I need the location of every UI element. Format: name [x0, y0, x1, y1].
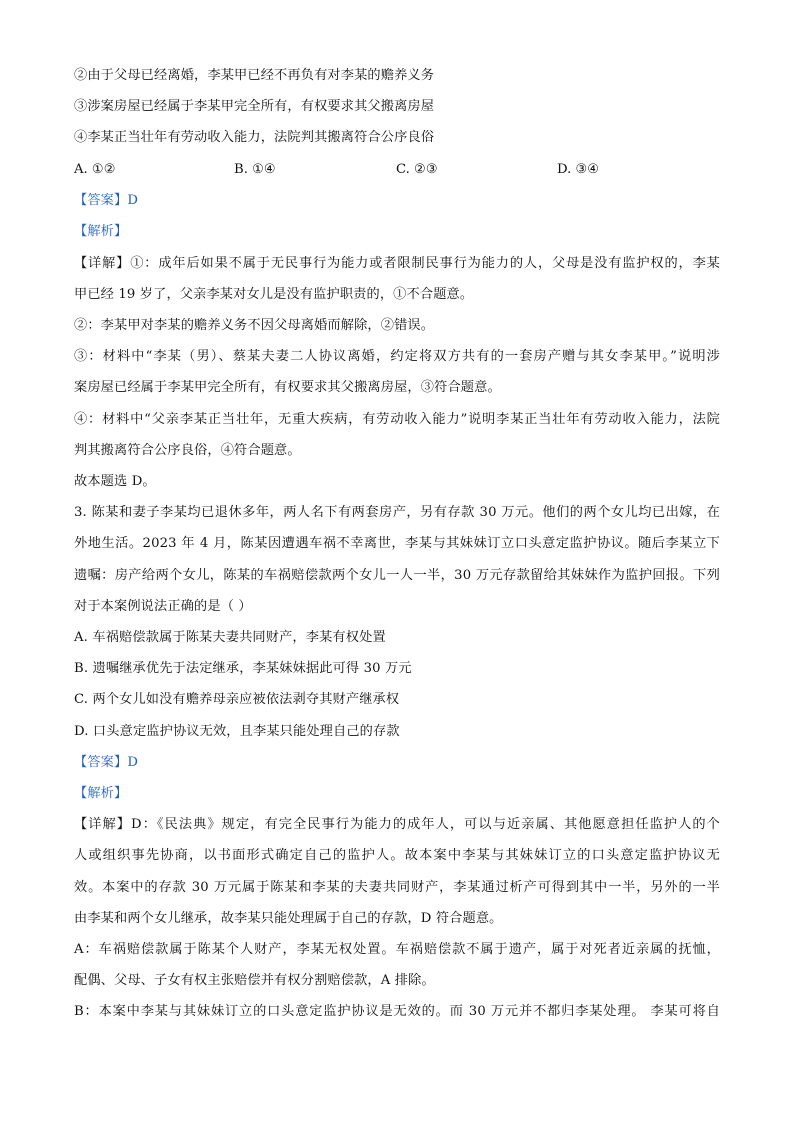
q2-conclusion: 故本题选 D。	[74, 474, 156, 489]
q3-option-b: B. 遗嘱继承优先于法定继承，李某妹妹据此可得 30 万元	[74, 661, 412, 676]
q3-stem-line: 3. 陈某和妻子李某均已退休多年，两人名下有两套房产，另有存款 30 万元。他们的两个女儿均已出嫁，在	[74, 505, 720, 520]
q2-choice-b: B. ①④	[234, 162, 276, 177]
q2-answer: 【答案】D	[74, 193, 139, 208]
q2-statement-4: ④李某正当壮年有劳动收入能力，法院判其搬离符合公序良俗	[74, 130, 435, 145]
q3-option-a: A. 车祸赔偿款属于陈某夫妻共同财产，李某有权处置	[74, 630, 386, 645]
q2-detail-line: 甲已经 19 岁了，父亲李某对女儿是没有监护职责的，①不合题意。	[74, 287, 474, 302]
q2-statement-2: ②由于父母已经离婚，李某甲已经不再负有对李某的赡养义务	[74, 68, 435, 83]
q2-detail-line: ④：材料中“父亲李某正当壮年，无重大疾病，有劳动收入能力”说明李某正当壮年有劳动收入能力，法院	[74, 412, 720, 427]
q2-detail-line: 【详解】①：成年后如果不属于无民事行为能力或者限制民事行为能力的人，父母是没有监护权的，李某	[74, 256, 720, 271]
q2-detail-line: 判其搬离符合公序良俗，④符合题意。	[74, 443, 301, 458]
q3-detail-line: 【详解】D：《民法典》规定，有完全民事行为能力的成年人，可以与近亲属、其他愿意担任监护人的个	[74, 817, 720, 832]
q2-detail-line: ②：李某甲对李某的赡养义务不因父母离婚而解除，②错误。	[74, 318, 435, 333]
q3-detail-line: A：车祸赔偿款属于陈某个人财产，李某无权处置。车祸赔偿款不属于遗产，属于对死者近亲属的抚恤，	[74, 942, 720, 957]
q3-analysis-label: 【解析】	[74, 786, 128, 801]
q3-stem-line: 对于本案例说法正确的是（ ）	[74, 599, 252, 614]
q2-detail-line: ③：材料中“李某（男）、蔡某夫妻二人协议离婚，约定将双方共有的一套房产赠与其女李某甲。”说明涉	[74, 349, 720, 364]
q3-option-d: D. 口头意定监护协议无效，且李某只能处理自己的存款	[74, 724, 400, 739]
q3-stem-line: 遗嘱：房产给两个女儿，陈某的车祸赔偿款两个女儿一人一半，30 万元存款留给其妹妹作为监护回报。下列	[74, 568, 720, 583]
q2-detail-line: 案房屋已经属于李某甲完全所有，有权要求其父搬离房屋，③符合题意。	[74, 380, 501, 395]
q2-analysis-label: 【解析】	[74, 224, 128, 239]
q3-detail-line: 由李某和两个女儿继承，故李某只能处理属于自己的存款，D 符合题意。	[74, 911, 503, 926]
q2-choice-a: A. ①②	[74, 162, 116, 177]
q2-statement-3: ③涉案房屋已经属于李某甲完全所有，有权要求其父搬离房屋	[74, 99, 435, 114]
q3-stem-line: 外地生活。2023 年 4 月，陈某因遭遇车祸不幸离世，李某与其妹妹订立口头意定监护协议。随后李某立下	[74, 536, 720, 551]
q3-answer: 【答案】D	[74, 755, 139, 770]
q3-detail-line: 效。本案中的存款 30 万元属于陈某和李某的夫妻共同财产，李某通过析产可得到其中一半，另外的一半	[74, 880, 720, 895]
q3-detail-line: 配偶、父母、子女有权主张赔偿并有权分割赔偿款，A 排除。	[74, 973, 435, 988]
q2-choice-c: C. ②③	[396, 162, 438, 177]
q3-option-c: C. 两个女儿如没有赡养母亲应被依法剥夺其财产继承权	[74, 692, 400, 707]
q3-detail-line: B：本案中李某与其妹妹订立的口头意定监护协议是无效的。而 30 万元并不都归李某处理。 李某可将自	[74, 1004, 720, 1019]
q3-detail-line: 人或组织事先协商，以书面形式确定自己的监护人。故本案中李某与其妹妹订立的口头意定监护协议无	[74, 848, 720, 863]
q2-choice-d: D. ③④	[557, 162, 600, 177]
